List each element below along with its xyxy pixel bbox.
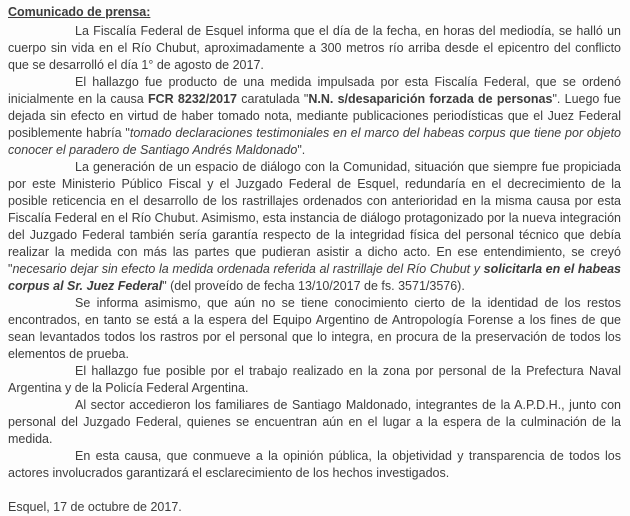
text-run: necesario dejar sin efecto la medida ordenada referida al rastrillaje del Río Chubut y — [12, 262, 484, 276]
text-run: " (del proveído de fecha 13/10/2017 de fs. 3571/3576). — [162, 279, 465, 293]
document-title: Comunicado de prensa: — [8, 5, 151, 19]
text-run: ". — [297, 143, 306, 157]
dateline: Esquel, 17 de octubre de 2017. — [8, 500, 182, 514]
paragraph — [8, 23, 621, 74]
paragraph — [8, 363, 621, 397]
paragraph — [8, 74, 621, 159]
text-run: Al sector accedieron los familiares de Santiago Maldonado, integrantes de la A.P.D.H., junto con personal del Juzgado Federal, quienes se encuentran aún en el lugar a la espera de la culminación de la medida. — [8, 398, 621, 446]
text-run: FCR 8232/2017 — [147, 92, 238, 106]
text-run: Se informa asimismo, que aún no se tiene conocimiento cierto de la identidad de los restos encontrados, en tanto se está a la espera del Equipo Argentino de Antropología Forense a los fines de que sean levantados todos los rastros por el personal que lo integra, en procura de la preservación de todos los elementos de prueba. — [8, 296, 621, 361]
paragraph — [8, 448, 621, 482]
text-run: N.N. s/desaparición forzada de personas — [308, 92, 553, 106]
paragraph — [8, 397, 621, 448]
paragraph — [8, 295, 621, 363]
text-run: La Fiscalía Federal de Esquel informa que el día de la fecha, en horas del mediodía, se halló un cuerpo sin vida en el Río Chubut, aproximadamente a 300 metros río arriba desde el epicentro del conflicto que se desarrolló el día 1° de agosto de 2017. — [8, 24, 621, 72]
text-run: La generación de un espacio de diálogo con la Comunidad, situación que siempre fue propiciada por este Ministerio Público Fiscal y el Juzgado Federal de Esquel, redundaría en el decrecimiento de la posible reticencia en el desarrollo de los rastrillajes ordenados con anterioridad en la misma causa por esta Fiscalía Federal en el Río Chubut. Asimismo, esta instancia de diálogo protagonizado por la nueva integración del Juzgado Federal también sería garantía respecto de la integridad física del personal técnico que debía realizar la medida con más las partes que pudieran asistir a dicho acto. En ese entendimiento, se creyó " — [8, 160, 621, 276]
text-run: El hallazgo fue posible por el trabajo realizado en la zona por personal de la Prefectura Naval Argentina y de la Policía Federal Argentina. — [8, 364, 621, 395]
paragraph — [8, 159, 621, 295]
text-run: En esta causa, que conmueve a la opinión pública, la objetividad y transparencia de todos los actores involucrados garantizará el esclarecimiento de los hechos investigados. — [8, 449, 621, 480]
document-body — [8, 23, 621, 482]
text-run: ". Luego fue dejada sin efecto en virtud de haber tomado nota, mediante publicaciones periodísticas que el Juez Federal posiblemente habría " — [8, 92, 622, 140]
text-run: caratulada " — [237, 92, 309, 106]
text-run: solicitarla en el habeas corpus al Sr. Juez Federal — [8, 262, 621, 293]
text-run: El hallazgo fue producto de una medida impulsada por esta Fiscalía Federal, que se ordenó inicialmente en la causa — [8, 75, 621, 106]
text-run: tomado declaraciones testimoniales en el marco del habeas corpus que tiene por objeto conocer el paradero de Santiago Andrés Maldonado — [8, 126, 621, 157]
